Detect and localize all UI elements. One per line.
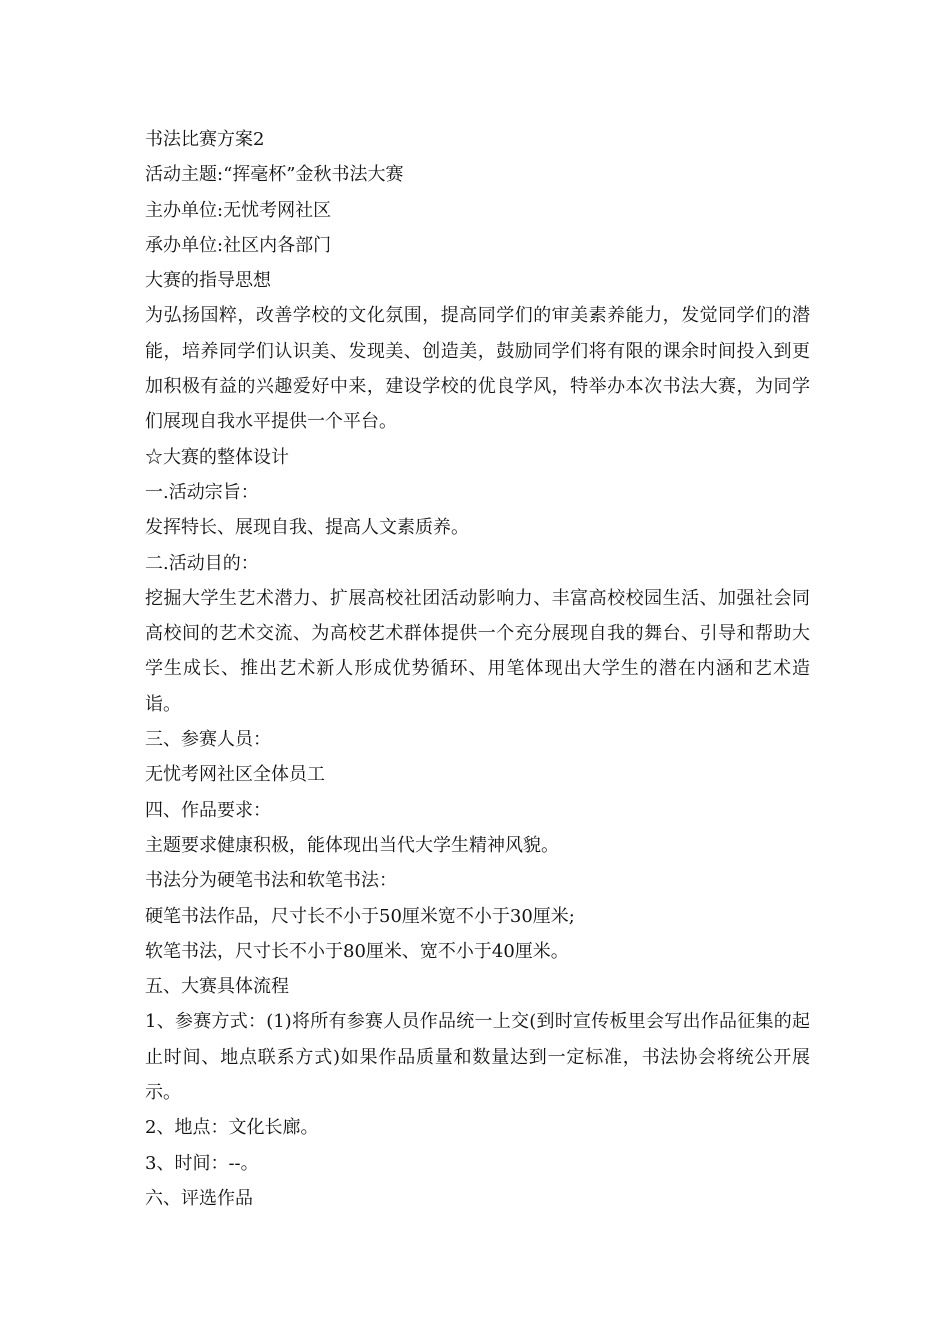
guiding-heading: 大赛的指导思想 [145,270,271,292]
process-heading: 五、大赛具体流程 [145,976,289,998]
requirement-item: 主题要求健康积极，能体现出当代大学生精神风貌。 [145,834,559,856]
participants-text: 无忧考网社区全体员工 [145,764,325,786]
design-heading: ☆大赛的整体设计 [145,446,289,468]
document-body [145,122,810,1216]
goal-heading: 二.活动目的： [145,552,259,574]
requirement-item: 硬笔书法作品，尺寸长不小于50厘米宽不小于30厘米; [145,905,575,927]
process-item: 3、时间：--。 [145,1152,259,1174]
organizer-line: 主办单位:无忧考网社区 [145,199,332,221]
requirement-item: 书法分为硬笔书法和软笔书法： [145,870,397,892]
purpose-heading: 一.活动宗旨： [145,481,259,503]
participants-heading: 三、参赛人员： [145,729,271,751]
host-line: 承办单位:社区内各部门 [145,234,332,256]
process-item: 2、地点：文化长廊。 [145,1117,319,1139]
requirements-heading: 四、作品要求： [145,799,271,821]
requirement-item: 软笔书法，尺寸长不小于80厘米、宽不小于40厘米。 [145,940,569,962]
purpose-text: 发挥特长、展现自我、提高人文素质养。 [145,517,469,539]
document-title: 书法比赛方案2 [145,129,265,150]
goal-paragraph: 挖掘大学生艺术潜力、扩展高校社团活动影响力、丰富高校校园生活、加强社会同高校间的艺术交流、为高校艺术群体提供一个充分展现自我的舞台、引导和帮助大学生成长、推出艺术新人形成优势循环、用笔体现出大学生的潜在内涵和艺术造诣。 [145,587,810,715]
judging-heading: 六、评选作品 [145,1187,253,1209]
process-item: 1、参赛方式：(1)将所有参赛人员作品统一上交(到时宣传板里会写出作品征集的起止时间、地点联系方式)如果作品质量和数量达到一定标准，书法协会将统公开展示。 [145,1011,810,1104]
activity-theme: 活动主题:“挥毫杯”金秋书法大赛 [145,164,404,186]
guiding-paragraph: 为弘扬国粹，改善学校的文化氛围，提高同学们的审美素养能力，发觉同学们的潜能，培养同学们认识美、发现美、创造美，鼓励同学们将有限的课余时间投入到更加积极有益的兴趣爱好中来，建设学校的优良学风，特举办本次书法大赛，为同学们展现自我水平提供一个平台。 [145,305,810,433]
